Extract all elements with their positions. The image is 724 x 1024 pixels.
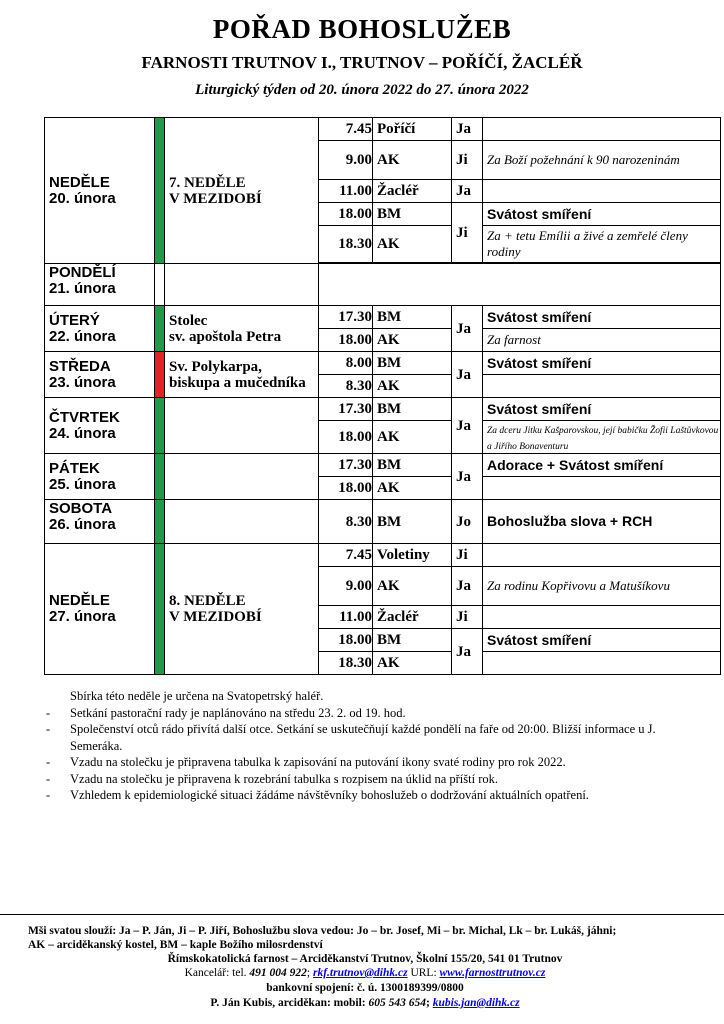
mass-time: 18.00 (319, 629, 373, 652)
mass-place: AK (373, 567, 452, 606)
mass-time: 18.00 (319, 203, 373, 226)
mass-intention: Svátost smíření (483, 398, 721, 421)
mass-place: Poříčí (373, 118, 452, 141)
office-phone: 491 004 922 (249, 967, 307, 979)
schedule-row (45, 118, 721, 141)
mass-intention: Svátost smíření (483, 352, 721, 375)
mass-intention: Svátost smíření (483, 203, 721, 226)
footer-legend-priests: Mši svatou slouží: Ja – P. Ján, Ji – P. Jiří, Bohoslužbu slova vedou: Jo – br. Josef, Mi – br. Michal, Lk – br. Lukáš, jáhni; (28, 925, 617, 937)
mass-priest: Ja (452, 629, 483, 675)
mass-place: AK (373, 329, 452, 352)
mass-place: AK (373, 652, 452, 675)
day-cell: SOBOTA 26. února (45, 500, 155, 544)
mass-place: BM (373, 454, 452, 477)
mass-time: 8.30 (319, 500, 373, 544)
mass-time: 8.30 (319, 375, 373, 398)
mass-place: BM (373, 629, 452, 652)
schedule-table (44, 117, 721, 675)
mass-place: AK (373, 375, 452, 398)
liturgical-color-green (155, 454, 165, 500)
feast-cell: Sv. Polykarpa, biskupa a mučedníka (165, 352, 319, 398)
mass-intention: Za dceru Jitku Kašparovskou, její babičku Žofii Laštůvkovou a Jiřího Bonaventuru (483, 421, 721, 454)
mass-intention: Za + tetu Emílii a živé a zemřelé členy rodiny (483, 226, 721, 263)
liturgical-week: Liturgický týden od 20. února 2022 do 27. února 2022 (195, 82, 529, 98)
mass-time: 11.00 (319, 180, 373, 203)
mass-time: 18.00 (319, 329, 373, 352)
liturgical-color-green (155, 118, 165, 264)
liturgical-color-green (155, 306, 165, 352)
announcement-item: - Vzadu na stolečku je připravena tabulka k zapisování na putování ikony svaté rodiny pro rok 2022. (46, 755, 566, 769)
mass-priest: Ja (452, 454, 483, 500)
footer-bank: bankovní spojení: č. ú. 1300189399/0800 (266, 982, 464, 994)
mass-place: AK (373, 421, 452, 454)
mass-place: BM (373, 398, 452, 421)
priest-email-link[interactable]: kubis.jan@dihk.cz (432, 997, 520, 1009)
mass-priest: Jo (452, 500, 483, 544)
mass-place: AK (373, 226, 452, 263)
mass-priest: Ji (452, 544, 483, 567)
mass-place: Voletiny (373, 544, 452, 567)
mass-intention (483, 652, 721, 675)
mass-place: BM (373, 203, 452, 226)
footer-legend-places: AK – arciděkanský kostel, BM – kaple Božího milosrdenství (28, 939, 323, 951)
mass-intention (483, 477, 721, 500)
schedule-row (45, 454, 721, 477)
mass-place: BM (373, 306, 452, 329)
schedule-row (45, 352, 721, 375)
liturgical-color-green (155, 398, 165, 454)
mass-intention: Adorace + Svátost smíření (483, 454, 721, 477)
mass-priest: Ja (452, 567, 483, 606)
announcements (40, 688, 690, 804)
mass-place: BM (373, 500, 452, 544)
feast-cell: 8. NEDĚLE V MEZIDOBÍ (165, 544, 319, 675)
mass-place: Žacléř (373, 606, 452, 629)
mass-place: AK (373, 141, 452, 180)
mass-intention (483, 180, 721, 203)
mass-priest: Ja (452, 180, 483, 203)
mass-time: 7.45 (319, 118, 373, 141)
liturgical-color-red (155, 352, 165, 398)
mass-intention: Bohoslužba slova + RCH (483, 500, 721, 544)
footer-priest-contact: P. Ján Kubis, arciděkan: mobil: 605 543 654; kubis.jan@dihk.cz (210, 997, 520, 1009)
day-cell: ČTVRTEK 24. února (45, 398, 155, 454)
mass-priest: Ja (452, 306, 483, 352)
feast-cell: Stolec sv. apoštola Petra (165, 306, 319, 352)
mass-priest: Ji (452, 203, 483, 263)
announcement-item: - Setkání pastorační rady je naplánováno na středu 23. 2. od 19. hod. (46, 705, 406, 720)
mass-intention (483, 606, 721, 629)
day-cell: ÚTERÝ 22. února (45, 306, 155, 352)
mass-place: Žacléř (373, 180, 452, 203)
mass-intention: Svátost smíření (483, 629, 721, 652)
footer-contacts: Kancelář: tel. 491 004 922; rkf.trutnov@dihk.cz URL: www.farnosttrutnov.cz (184, 967, 546, 979)
mass-intention (483, 118, 721, 141)
liturgical-color-green (155, 544, 165, 675)
footer-parish-address: Římskokatolická farnost – Arciděkanství Trutnov, Školní 155/20, 541 01 Trutnov (167, 953, 563, 965)
announcement-item: - Společenství otců rádo přivítá další otce. Setkání se uskutečňují každé pondělí na faře od 20:00. Bližší informace u J. Semeráka. (46, 722, 656, 753)
mass-intention: Za Boží požehnání k 90 narozeninám (483, 141, 721, 180)
liturgical-color-green (155, 500, 165, 544)
mass-time: 18.30 (319, 652, 373, 675)
announcement-item: Sbírka této neděle je určena na Svatopetrský haléř. (70, 689, 324, 703)
website-link[interactable]: www.farnosttrutnov.cz (439, 967, 546, 979)
mass-place: AK (373, 477, 452, 500)
mass-intention (483, 544, 721, 567)
day-cell: PONDĚLÍ 21. února (45, 264, 155, 306)
day-cell: STŘEDA 23. února (45, 352, 155, 398)
mass-priest: Ja (452, 118, 483, 141)
mass-priest: Ja (452, 352, 483, 398)
mass-time: 9.00 (319, 141, 373, 180)
mass-intention (483, 375, 721, 398)
footer-divider (0, 914, 724, 915)
schedule-row (45, 264, 721, 306)
schedule-row (45, 306, 721, 329)
mass-priest: Ji (452, 141, 483, 180)
page-title: POŘAD BOHOSLUŽEB (212, 14, 512, 44)
office-email-link[interactable]: rkf.trutnov@dihk.cz (313, 967, 408, 979)
mass-time: 18.30 (319, 226, 373, 263)
mass-intention: Za farnost (483, 329, 721, 352)
mass-time: 7.45 (319, 544, 373, 567)
announcement-item: - Vzadu na stolečku je připravena k rozebrání tabulka s rozpisem na úklid na příští rok. (46, 771, 498, 786)
mass-intention: Svátost smíření (483, 306, 721, 329)
schedule-row (45, 544, 721, 567)
priest-mobile: 605 543 654 (368, 997, 427, 1009)
mass-time: 11.00 (319, 606, 373, 629)
mass-time: 17.30 (319, 306, 373, 329)
mass-time: 8.00 (319, 352, 373, 375)
mass-intention: Za rodinu Kopřivovu a Matušíkovu (483, 567, 721, 606)
mass-time: 9.00 (319, 567, 373, 606)
mass-time: 17.30 (319, 454, 373, 477)
schedule-row (45, 500, 721, 544)
announcement-item: - Vzhledem k epidemiologické situaci žádáme návštěvníky bohoslužeb o dodržování aktuálních opatření. (46, 788, 589, 802)
mass-time: 18.00 (319, 477, 373, 500)
day-cell: NEDĚLE 20. února (45, 118, 155, 264)
mass-priest: Ji (452, 606, 483, 629)
day-cell: PÁTEK 25. února (45, 454, 155, 500)
day-cell: NEDĚLE 27. února (45, 544, 155, 675)
mass-priest: Ja (452, 398, 483, 454)
schedule-row (45, 398, 721, 421)
feast-cell: 7. NEDĚLE V MEZIDOBÍ (165, 118, 319, 264)
mass-time: 17.30 (319, 398, 373, 421)
mass-time: 18.00 (319, 421, 373, 454)
parish-subtitle: FARNOSTI TRUTNOV I., TRUTNOV – POŘÍČÍ, ŽACLÉŘ (141, 53, 583, 72)
mass-place: BM (373, 352, 452, 375)
